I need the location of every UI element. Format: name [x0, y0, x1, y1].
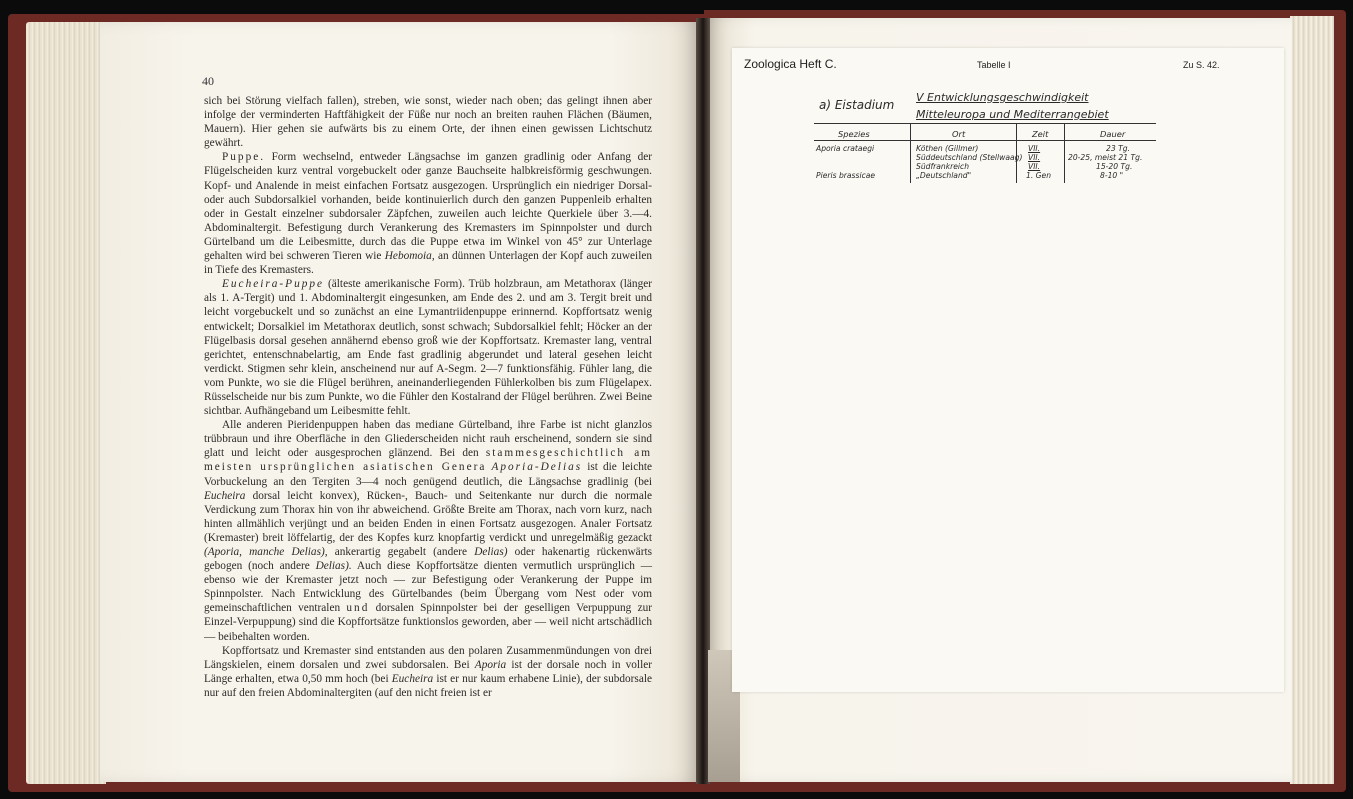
header-spezies: Spezies	[838, 129, 870, 139]
journal-title: Zoologica Heft C.	[744, 57, 837, 71]
row1-time: VII.	[1028, 144, 1041, 153]
taxon-eucheira: Eucheira	[204, 489, 246, 502]
taxon-delias-2: Delias).	[315, 560, 352, 573]
header-dauer: Dauer	[1100, 129, 1126, 139]
column-divider-1	[910, 123, 911, 183]
spaced-und: und	[346, 602, 370, 615]
header-zeit: Zeit	[1032, 129, 1049, 139]
row2-time: VII.	[1028, 153, 1041, 162]
page-reference: Zu S. 42.	[1183, 60, 1220, 70]
row3-time: VII.	[1028, 162, 1041, 171]
column-divider-3	[1064, 123, 1065, 183]
paragraph-1: sich bei Störung vielfach fallen), streben, wie sonst, wieder nach oben; das gelingt ihnen aber infolge der verminderten Haftfähigkeit der Füße nur noch an breiten rauhen Flächen (Bäumen, Mauern). Hier gehen sie aufwärts bis zu einem Orte, der ihnen einen gewissen Lichtschutz gewährt.	[204, 95, 652, 150]
section-label: a) Eistadium	[819, 98, 895, 112]
row4-duration: 8-10 "	[1100, 171, 1124, 180]
row4-species: Pieris brassicae	[816, 171, 876, 180]
row2-duration: 20-25, meist 21 Tg.	[1068, 153, 1143, 162]
taxon-aporia-manche: (Aporia, manche Delias),	[204, 546, 328, 558]
heading-puppe: Puppe.	[222, 151, 266, 164]
table-title: V Entwicklungsgeschwindigkeit	[916, 91, 1089, 104]
row1-species: Aporia crataegi	[816, 144, 875, 153]
row4-time: 1. Gen	[1026, 171, 1052, 180]
taxon-eucheira-2: Eucheira	[391, 672, 434, 685]
taxon-aporia-delias: Aporia-Delias	[491, 461, 583, 474]
paragraph-2: Puppe. Form wechselnd, entweder Längsachse im ganzen gradlinig oder Anfang der Flügelscheiden kurz ventral vorgebuckelt oder ganze Bauchseite halbkreisförmig geschwungen. Kopf- und Analende in meist einfachen Fortsatz ausgezogen. Ursprünglich ein niedriger Dorsal- oder auch Subdorsalkiel vorhanden, beide kontinuierlich durch den ganzen Puppenleib erhalten oder in Gestalt einzelner subdorsaler Zäpfchen, zuweilen auch leichte Querkiele über 3.—4. Abdominaltergit. Befestigung durch Verankerung des Kremasters im Spinnpolster und durch Gürtelband um die Leibesmitte, durch das die Puppe etwa im Winkel von 45° zur Unterlage gehalten wird bei schweren Tieren wie Hebomoia, an dünnen Unterlagen der Kopf auch zuweilen in Tiefe des Kremasters.	[204, 151, 653, 277]
taxon-aporia: Aporia	[474, 658, 507, 671]
table-label: Tabelle I	[977, 60, 1011, 70]
taxon-delias-1: Delias)	[474, 546, 508, 558]
body-text	[204, 94, 652, 700]
taxon-hebomoia: Hebomoia,	[384, 250, 435, 263]
heading-eucheira-puppe: Eucheira-Puppe	[222, 278, 325, 291]
header-ort: Ort	[952, 129, 966, 139]
page-edges-right	[1290, 16, 1334, 784]
paragraph-3: Eucheira-Puppe (älteste amerikanische Form). Trüb holzbraun, am Metathorax (länger als 1. A-Tergit) und 1. Abdominaltergit eingesunken, am Ende des 2. und am 3. Tergit breit und leicht vorgebuckelt und so zunächst an eine Lymantriidenpuppe erinnernd. Kopffortsatz wenig entwickelt; Dorsalkiel im Metathorax deutlich, sonst schwach; Subdorsalkiel fehlt; Höcker an der Flügelbasis dorsal gesehen annähernd ebenso groß wie der Kopffortsatz. Kremaster lang, ventral gerichtet, entenschnabelartig, am Ende fast gradlinig abgerundet und lateral gesehen leicht verdickt. Stigmen sehr klein, anscheinend nur auf A-Segm. 2—7 funktionsfähig. Fühler lang, die vom Punkte, wo sie die Flügel berühren, aneinanderliegenden Fühlerkolben bis zum Flügelapex. Rüsselscheide nur bis zum Punkte, wo die Fühler den Kostalrand der Flügel berühren. Zwei Beine sichtbar. Aufhängeband um Leibesmitte fehlt.	[204, 278, 653, 418]
row3-duration: 15-20 Tg.	[1096, 162, 1133, 171]
paragraph-5: Kopffortsatz und Kremaster sind entstanden aus den polaren Zusammenmündungen von drei Längskielen, einem dorsalen und zwei subdorsalen. Bei Aporia ist der dorsale noch in voller Länge erhalten, etwa 0,50 mm hoch (bei Eucheira ist er nur kaum erhabene Linie), der subdorsale nur auf den freien Abdominaltergiten (auf den nicht freien ist er	[204, 644, 652, 699]
row1-duration: 23 Tg.	[1106, 144, 1130, 153]
row1-place: Köthen (Gillmer)	[916, 144, 979, 153]
row2-place: Süddeutschland (Stellwaag)	[916, 153, 1023, 162]
table-subtitle: Mitteleuropa und Mediterrangebiet	[916, 108, 1109, 121]
paragraph-4: Alle anderen Pieridenpuppen haben das mediane Gürtelband, ihre Farbe ist nicht glanzlos trübbraun und ihre Oberfläche in den Gliederscheiden nicht rauh erscheinend, sondern sie sind glatt und leicht oder ausgesprochen glänzend. Bei den stammesgeschichtlich am meisten ursprünglichen asiatischen Genera Aporia-Delias ist die leichte Vorbuckelung an den Tergiten 3—4 noch genügend deutlich, die Längsachse gradlinig (bei Eucheira dorsal leicht konvex), Rücken-, Bauch- und Seitenkante nur durch die normale Verdickung zum Thorax hin von ihr abweichend. Größte Breite am Thorax, nach vorn kurz, nach hinten allmählich verjüngt und an beiden Enden in einen Fortsatz ausgezogen. Analer Fortsatz (Kremaster) breit löffelartig, der des Kopfes kurz knopfartig verdickt und unregelmäßig gezackt (Aporia, manche Delias), ankerartig gegabelt (andere Delias) oder hakenartig rückenwärts gebogen (noch andere Delias). Auch diese Kopffortsätze dienten vermutlich ursprünglich — ebenso wie der Kremaster jetzt noch — zur Befestigung oder Verankerung der Puppe im Spinnpolster. Nach Entwicklung des Gürtelbandes (beim Übergang vom Nest oder vom gemeinschaftlichen ventralen und dorsalen Spinnpolster bei der geselligen Verpuppung zur Einzel-Verpuppung) sind die Kopffortsätze funktionslos geworden, aber — weil nicht artschädlich — beibehalten worden.	[204, 419, 653, 643]
table-header-rule	[814, 140, 1156, 141]
table-top-rule	[814, 123, 1156, 124]
table-insert	[732, 48, 1284, 692]
page-edges-left	[26, 22, 106, 784]
page-number: 40	[202, 74, 214, 88]
row3-place: Südfrankreich	[916, 162, 970, 171]
spaced-phrase: stammesgeschichtlich am meisten ursprünglichen asiatischen Genera	[204, 447, 653, 474]
row4-place: „Deutschland"	[916, 171, 972, 180]
